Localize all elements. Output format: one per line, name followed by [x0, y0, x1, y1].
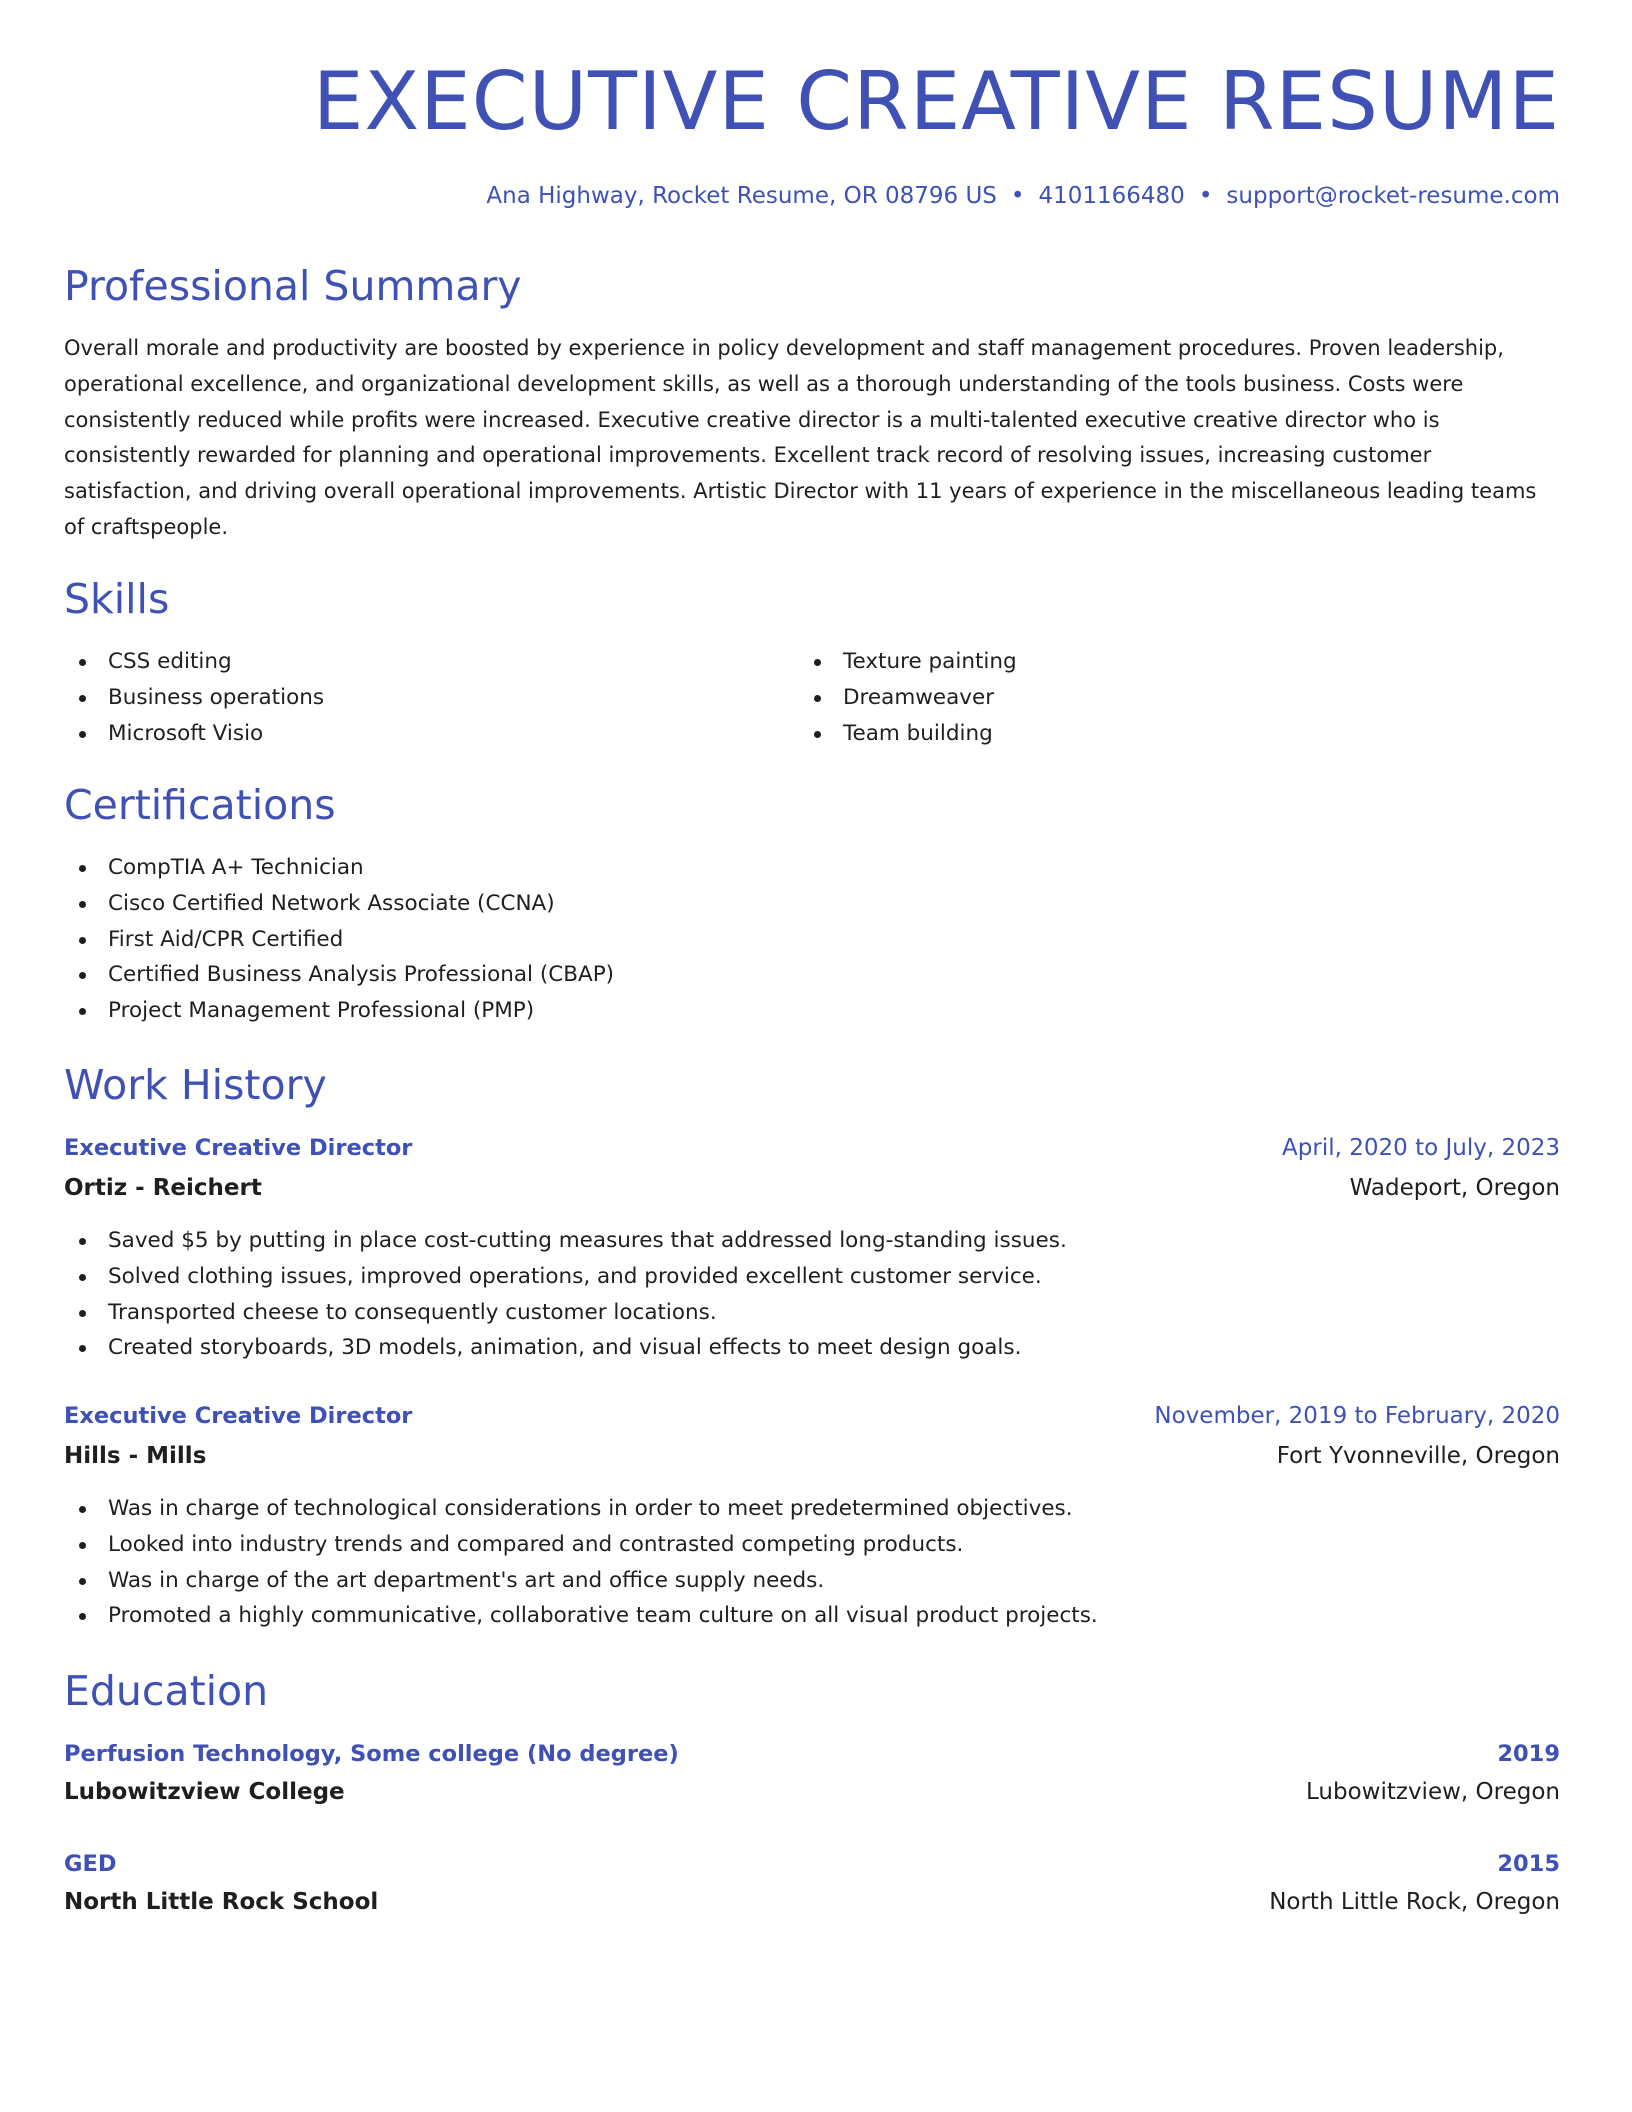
- job-location: Fort Yvonneville, Oregon: [1276, 1443, 1560, 1469]
- education-school: Lubowitzview College: [64, 1779, 345, 1805]
- job-bullet: Promoted a highly communicative, collaborative team culture on all visual product projects.: [64, 1598, 1098, 1634]
- summary-text: Overall morale and productivity are boosted by experience in policy development and staff management procedures. Proven leadership, operational excellence, and organizational development skills, as well as a thorough understanding of the tools business. Costs were consistently reduced while profits were increased. Executive creative director is a multi-talented executive creative director who is consistently rewarded for planning and operational improvements. Excellent track record of resolving issues, increasing customer satisfaction, and driving overall operational improvements. Artistic Director with 11 years of experience in the miscellaneous leading teams of craftspeople.: [64, 336, 1537, 539]
- job-title: Executive Creative Director: [64, 1135, 413, 1161]
- summary-heading: Professional Summary: [64, 262, 522, 310]
- education-heading: Education: [64, 1667, 269, 1715]
- job-header: [64, 1133, 1560, 1163]
- job-bullet: Transported cheese to consequently customer locations.: [64, 1295, 1067, 1331]
- skill-item: Texture painting: [799, 644, 1017, 680]
- skill-item: Business operations: [64, 680, 324, 716]
- education-location: North Little Rock, Oregon: [1269, 1889, 1560, 1915]
- certifications-list: [64, 850, 614, 1029]
- contact-separator: •: [1198, 183, 1213, 209]
- education-header: [64, 1739, 1560, 1769]
- contact-address: Ana Highway, Rocket Resume, OR 08796 US: [486, 183, 997, 209]
- education-year: 2019: [1497, 1741, 1560, 1767]
- certification-item: Cisco Certified Network Associate (CCNA): [64, 886, 614, 922]
- skills-list-left: [64, 644, 324, 751]
- job-bullet: Was in charge of the art department's art and office supply needs.: [64, 1563, 1098, 1599]
- job-company-row: [64, 1441, 1560, 1471]
- contact-line: [486, 181, 1560, 211]
- job-dates: November, 2019 to February, 2020: [1154, 1403, 1560, 1429]
- skill-item: Microsoft Visio: [64, 716, 324, 752]
- education-header: [64, 1849, 1560, 1879]
- resume-title: EXECUTIVE CREATIVE RESUME: [312, 55, 1560, 148]
- job-title: Executive Creative Director: [64, 1403, 413, 1429]
- education-school: North Little Rock School: [64, 1889, 379, 1915]
- certification-item: First Aid/CPR Certified: [64, 922, 614, 958]
- education-school-row: [64, 1777, 1560, 1807]
- job-company-row: [64, 1173, 1560, 1203]
- job-company: Ortiz - Reichert: [64, 1175, 262, 1201]
- contact-email[interactable]: support@rocket-resume.com: [1226, 183, 1560, 209]
- job-bullet: Created storyboards, 3D models, animation, and visual effects to meet design goals.: [64, 1330, 1067, 1366]
- job-location: Wadeport, Oregon: [1349, 1175, 1560, 1201]
- skill-item: Dreamweaver: [799, 680, 1017, 716]
- work-history-heading: Work History: [64, 1061, 327, 1109]
- job-bullets: [64, 1223, 1067, 1366]
- skill-item: CSS editing: [64, 644, 324, 680]
- skills-heading: Skills: [64, 575, 170, 623]
- certification-item: Project Management Professional (PMP): [64, 993, 614, 1029]
- job-bullets: [64, 1491, 1098, 1634]
- education-location: Lubowitzview, Oregon: [1306, 1779, 1560, 1805]
- job-dates: April, 2020 to July, 2023: [1282, 1135, 1560, 1161]
- education-degree: Perfusion Technology, Some college (No degree): [64, 1741, 679, 1767]
- contact-separator: •: [1010, 183, 1025, 209]
- job-bullet: Was in charge of technological considerations in order to meet predetermined objectives.: [64, 1491, 1098, 1527]
- job-company: Hills - Mills: [64, 1443, 207, 1469]
- job-header: [64, 1401, 1560, 1431]
- skills-list-right: [799, 644, 1017, 751]
- certification-item: CompTIA A+ Technician: [64, 850, 614, 886]
- skill-item: Team building: [799, 716, 1017, 752]
- contact-phone: 4101166480: [1038, 183, 1185, 209]
- job-bullet: Saved $5 by putting in place cost-cutting measures that addressed long-standing issues.: [64, 1223, 1067, 1259]
- education-school-row: [64, 1887, 1560, 1917]
- education-degree: GED: [64, 1851, 117, 1877]
- job-bullet: Solved clothing issues, improved operations, and provided excellent customer service.: [64, 1259, 1067, 1295]
- certifications-heading: Certifications: [64, 781, 336, 829]
- education-year: 2015: [1497, 1851, 1560, 1877]
- job-bullet: Looked into industry trends and compared and contrasted competing products.: [64, 1527, 1098, 1563]
- certification-item: Certified Business Analysis Professional (CBAP): [64, 957, 614, 993]
